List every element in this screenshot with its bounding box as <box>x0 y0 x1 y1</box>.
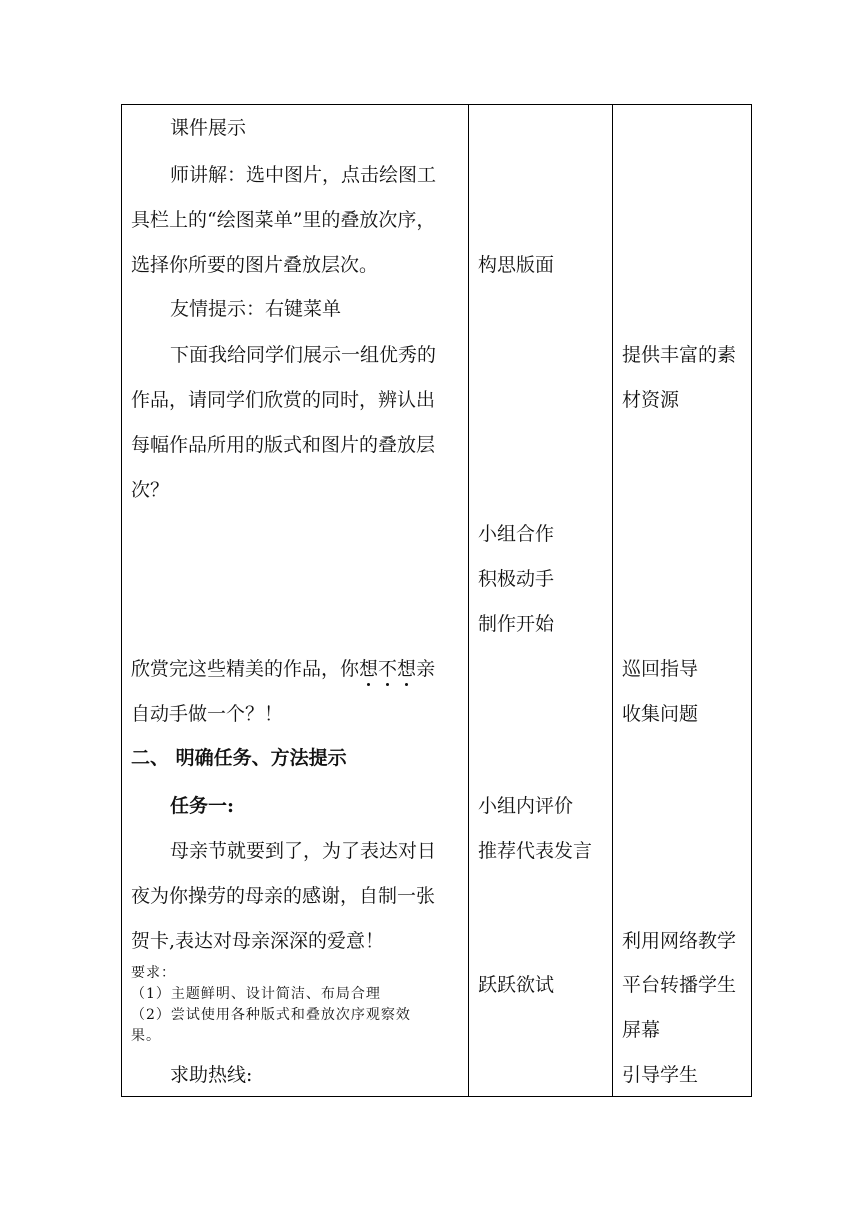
emphasis-char: 不 <box>378 658 398 680</box>
content-line: 具栏上的“绘图菜单”里的叠放次序， <box>131 209 436 231</box>
design-intent: 屏幕 <box>622 1019 661 1041</box>
content-line: 师讲解：选中图片，点击绘图工 <box>170 164 437 186</box>
content-line: 自动手做一个？！ <box>131 703 284 725</box>
requirement-item: （2）尝试使用各种版式和叠放次序观察效 <box>131 1007 411 1023</box>
requirement-title: 要求： <box>131 965 176 981</box>
emphasis-char: 想 <box>359 658 379 680</box>
design-intent: 利用网络教学 <box>622 930 737 952</box>
help-line: 求助热线: <box>170 1064 253 1086</box>
content-line <box>131 657 435 681</box>
student-activity: 跃跃欲试 <box>478 974 555 996</box>
content-line: 课件展示 <box>170 117 247 139</box>
content-line: 贺卡,表达对母亲深深的爱意！ <box>131 930 385 952</box>
column-divider <box>612 105 613 1096</box>
content-line: 母亲节就要到了，为了表达对日 <box>170 840 437 862</box>
content-line: 选择你所要的图片叠放层次。 <box>131 254 379 276</box>
requirement-item: 果。 <box>131 1028 161 1044</box>
content-line: 每幅作品所用的版式和图片的叠放层 <box>131 434 436 456</box>
text-segment: 欣赏完这些精美的作品，你 <box>131 658 360 680</box>
design-intent: 引导学生 <box>622 1064 699 1086</box>
column-divider <box>468 105 469 1096</box>
section-heading: 二、 明确任务、方法提示 <box>131 747 347 769</box>
content-line: 下面我给同学们展示一组优秀的 <box>170 344 437 366</box>
design-intent: 收集问题 <box>622 703 699 725</box>
student-activity: 小组内评价 <box>478 795 574 817</box>
design-intent: 平台转播学生 <box>622 974 737 996</box>
content-line: 夜为你操劳的母亲的感谢，自制一张 <box>131 885 436 907</box>
student-activity: 推荐代表发言 <box>478 840 593 862</box>
student-activity: 构思版面 <box>478 254 555 276</box>
content-line: 次？ <box>131 479 170 501</box>
tip-line: 友情提示：右键菜单 <box>170 298 342 320</box>
design-intent: 巡回指导 <box>622 658 699 680</box>
task-title: 任务一: <box>170 795 235 817</box>
text-segment: 亲 <box>416 658 436 680</box>
requirement-item: （1）主题鲜明、设计简洁、布局合理 <box>131 986 381 1002</box>
emphasis-char: 想 <box>397 658 417 680</box>
content-line: 作品，请同学们欣赏的同时，辨认出 <box>131 389 436 411</box>
design-intent: 材资源 <box>622 389 680 411</box>
student-activity: 积极动手 <box>478 568 555 590</box>
student-activity: 小组合作 <box>478 523 555 545</box>
student-activity: 制作开始 <box>478 613 555 635</box>
design-intent: 提供丰富的素 <box>622 344 737 366</box>
